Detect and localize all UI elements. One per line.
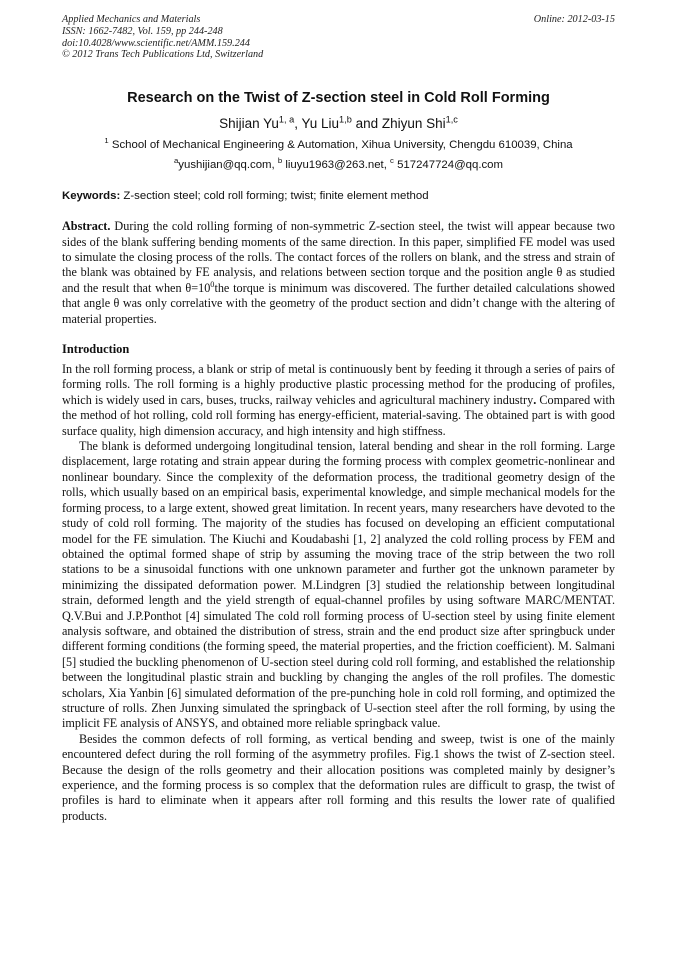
email-link[interactable]: yushijian@qq.com, [178,159,275,172]
author-list [62,116,615,131]
paragraph-text: In the roll forming process, a blank or strip of metal is continuously bent by feeding it through a series of pairs of forming rolls. The roll forming is a highly productive plastic processing method for the producing of profiles, which is widely used in cars, buses, trucks, railway vehicles and agricultural machinery industry [62,362,615,407]
abstract-text-cont: the torque is minimum was discovered. The further detailed calculations showed that angle θ was only correlative with the geometry of the product section and didn’t change with the altering of material properties. [62,280,615,326]
journal-header [62,14,615,61]
affiliation-text: School of Mechanical Engineering & Automation, Xihua University, Chengdu 610039, China [111,139,573,152]
online-date: Online: 2012-03-15 [533,14,615,25]
journal-issn: ISSN: 1662-7482, Vol. 159, pp 244-248 [62,25,223,37]
abstract-label: Abstract. [62,219,111,234]
journal-copyright: © 2012 Trans Tech Publications Ltd, Switzerland [62,49,264,61]
abstract-text: During the cold rolling forming of non-symmetric Z-section steel, the twist will appear because two sides of the blank suffering bending moments of the same direction. In this paper, simplified FE model was used to simulate the closing process of the rolls. The contact forces of the rollers on blank, and the stress and strain of the blank was obtained by FE analysis, and relations between section torque and the position angle θ as studied and the result that when θ=10 [62,219,615,295]
email-mark: c [390,156,394,166]
author-separator: , [294,116,302,132]
keywords-label: Keywords: [62,190,121,203]
email-link[interactable]: 517247724@qq.com [397,159,504,172]
intro-paragraph-2: The blank is deformed undergoing longitudinal tension, lateral bending and shear in the roll forming. Large displacement, large rotating and strain appear during the forming process with complex geometric-nonlinear and nonlinear boundary. Since the complexity of the deformation process, the traditional geometry design of the rolls, which usually based on an empirical basis, experimental knowledge, and simple mechanical models for the forming process, to a large extent, showed great limitation. In recent years, many researchers have devoted to the study of cold roll forming. The majority of the studies has focused on developing an efficient computational model for the FE simulation. The Kiuchi and Koudabashi [1, 2] analyzed the cold rolling process by FEM and obtained the optimal formed shape of strip by assuming the moving trace of the strip between the two roll stations to be a sinusoidal functions with one unknown parameter and further got the unknown parameter by minimizing the dissipated deformation power. M.Lindgren [3] studied the relationship between longitudinal strain, deformed length and the yield strength of equal-channel profiles by using software MARC/MENTAT. Q.V.Bui and J.P.Ponthot [4] simulated The cold roll forming process of U-section steel by using finite element analysis software, and obtained the distribution of stress, strain and the end product size after springbuck under different forming conditions (the forming speed, the material properties, and the friction coefficient). M. Salmani [5] studied the buckling phenomenon of U-section steel during cold roll forming, and established the relationship between the longitudinal plastic strain and buckling by changing the angles of the roll profiles. The domestic scholars, Xia Yanbin [6] simulated deformation of the pre-punching hole in cold roll forming, and optimized the structure of rolls. Zhen Junxing simulated the springback of U-section steel after the roll forming, by using the implicit FE analysis of ANSYS, and obtained more reliable springback value. [62,439,615,731]
author-name: Zhiyun Shi [381,116,446,132]
paragraph-text: Compared with the method of hot rolling, cold roll forming has energy-efficient, material-saving. The obtained part is with good surface quality, high dimension accuracy, and high intensity and high stiffness. [62,392,615,438]
paper-title: Research on the Twist of Z-section steel in Cold Roll Forming [127,90,550,107]
abstract [62,219,615,327]
affiliation [62,136,615,152]
email-mark: b [277,156,283,166]
intro-paragraph-1 [62,362,615,439]
author-name: Yu Liu [301,116,340,132]
paper-page [62,14,615,824]
email-link[interactable]: liuyu1963@263.net, [285,159,387,172]
author-conjunction: and [351,116,382,132]
section-heading-introduction: Introduction [62,342,130,357]
email-mark: a [173,156,179,166]
journal-doi: doi:10.4028/www.scientific.net/AMM.159.244 [62,37,250,49]
bold-period: . [533,392,537,407]
keywords [62,190,615,202]
journal-name: Applied Mechanics and Materials [62,14,201,25]
author-affil-mark: 1,b [339,114,352,125]
author-emails [62,156,615,172]
keywords-text: Z-section steel; cold roll forming; twist; finite element method [123,190,429,203]
degree-superscript: 0 [210,279,215,289]
author-affil-mark: 1,c [445,114,458,125]
author-name: Shijian Yu [219,116,279,132]
intro-paragraph-3: Besides the common defects of roll forming, as vertical bending and sweep, twist is one of the mainly encountered defect during the roll forming of the asymmetry profiles. Fig.1 shows the twist of Z-section steel. Because the design of the rolls geometry and their allocation positions was completed mainly by designer’s experience, and the forming process is so complex that the deformation rules are difficult to grasp, the twist of profiles is hard to eliminate when it appears after roll forming and this results the lower rate of qualified products. [62,731,615,823]
author-affil-mark: 1, a [278,114,295,125]
affiliation-mark: 1 [104,136,109,146]
